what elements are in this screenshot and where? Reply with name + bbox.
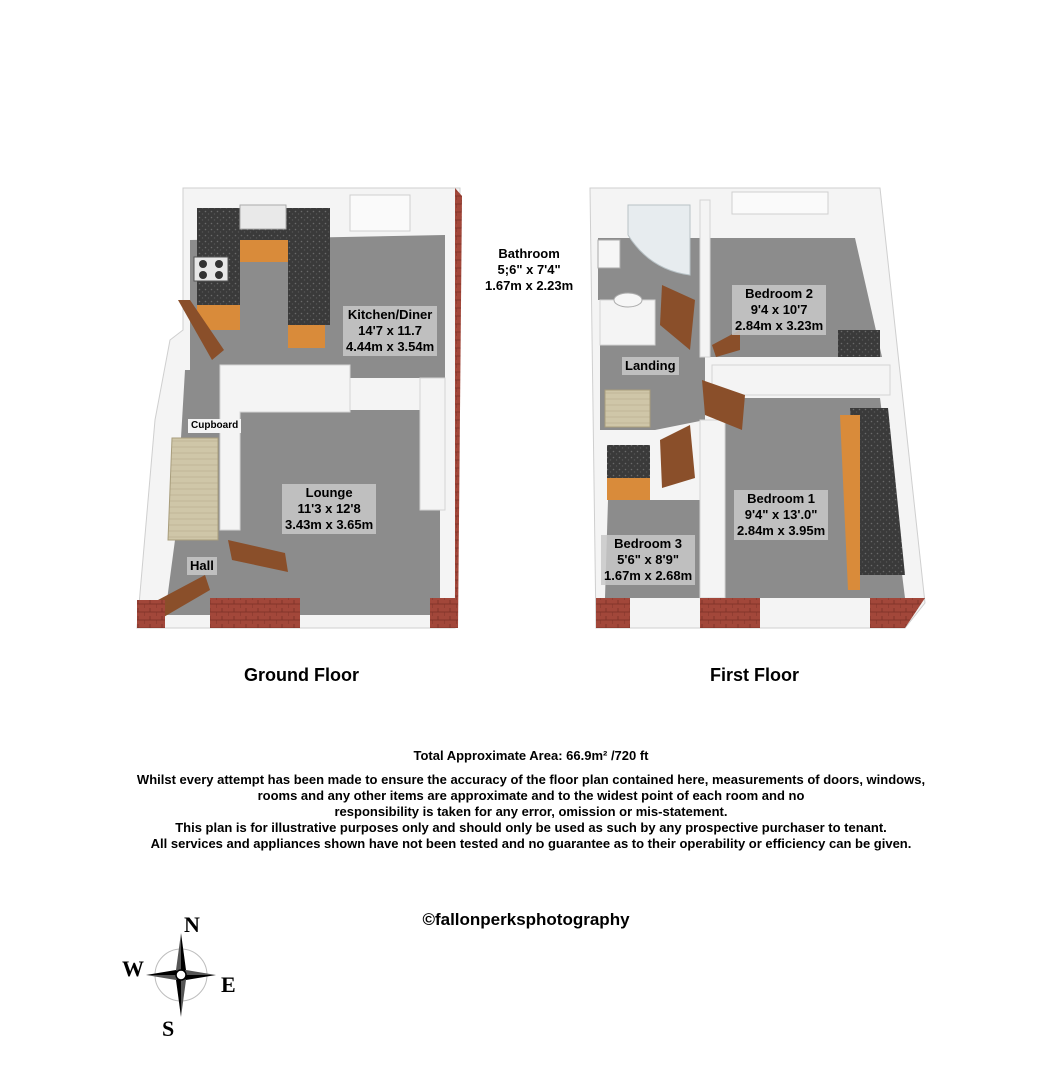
- landing-stairs: [605, 390, 650, 427]
- disclaimer-line: Whilst every attempt has been made to ensure the accuracy of the floor plan contained here, measurements of doors, windows,: [136, 772, 926, 787]
- bedroom3-label: [601, 535, 695, 585]
- room-imperial: 5;6" x 7'4": [497, 262, 561, 277]
- room-name: Bathroom: [498, 246, 560, 261]
- disclaimer-line: rooms and any other items are approximate and to the widest point of each room and no: [257, 788, 805, 803]
- room-name: Bedroom 2: [745, 286, 814, 301]
- room-imperial: 9'4 x 10'7: [750, 302, 808, 317]
- basin: [598, 240, 620, 268]
- kitchen-label: [343, 306, 437, 356]
- total-area: Total Approximate Area: 66.9m² /720 ft: [413, 748, 649, 763]
- room-metric: 2.84m x 3.95m: [737, 523, 826, 538]
- first-floor-title: First Floor: [710, 665, 799, 685]
- room-metric: 3.43m x 3.65m: [285, 517, 374, 532]
- wardrobe-bedroom2: [838, 330, 880, 357]
- room-metric: 1.67m x 2.23m: [485, 278, 574, 293]
- bedroom1-label: [734, 490, 828, 540]
- room-imperial: 9'4" x 13'.0": [744, 507, 818, 522]
- compass-rose-icon: [146, 933, 216, 1017]
- compass-east: E: [221, 972, 236, 997]
- room-metric: 4.44m x 3.54m: [346, 339, 435, 354]
- hob: [194, 257, 228, 281]
- ground-floor-plan: [137, 188, 462, 628]
- disclaimer-line: All services and appliances shown have not been tested and no guarantee as to their operability or efficiency can be given.: [150, 836, 912, 851]
- room-name: Bedroom 1: [747, 491, 816, 506]
- stairs: [168, 438, 218, 540]
- disclaimer-line: responsibility is taken for any error, omission or mis-statement.: [334, 804, 728, 819]
- compass-north: N: [184, 912, 200, 937]
- room-name: Cupboard: [191, 420, 239, 431]
- room-metric: 2.84m x 3.23m: [735, 318, 824, 333]
- worktop-island: [288, 208, 330, 325]
- room-name: Bedroom 3: [614, 536, 683, 551]
- sink: [240, 205, 286, 229]
- bedroom2-label: [732, 285, 826, 335]
- ground-floor-title: Ground Floor: [244, 665, 359, 685]
- room-imperial: 11'3 x 12'8: [297, 501, 361, 516]
- room-name: Landing: [625, 358, 676, 373]
- room-imperial: 14'7 x 11.7: [358, 323, 422, 338]
- disclaimer-line: This plan is for illustrative purposes only and should only be used as such by any prospective purchaser to tenant.: [175, 820, 887, 835]
- disclaimer: [0, 772, 1062, 852]
- bathroom-label: [482, 245, 576, 295]
- room-name: Hall: [190, 558, 214, 573]
- lounge-label: [282, 484, 376, 534]
- toilet: [614, 293, 642, 307]
- wardrobe-bedroom3: [607, 445, 650, 478]
- cupboard-label: [188, 419, 241, 433]
- room-imperial: 5'6" x 8'9": [617, 552, 680, 567]
- copyright-text: ©fallonperksphotography: [422, 910, 630, 929]
- room-name: Lounge: [305, 485, 353, 500]
- compass-west: W: [122, 956, 144, 981]
- room-name: Kitchen/Diner: [347, 307, 433, 322]
- landing-label: [622, 357, 679, 375]
- room-metric: 1.67m x 2.68m: [604, 568, 693, 583]
- compass-south: S: [162, 1016, 175, 1041]
- hall-label: [187, 557, 217, 575]
